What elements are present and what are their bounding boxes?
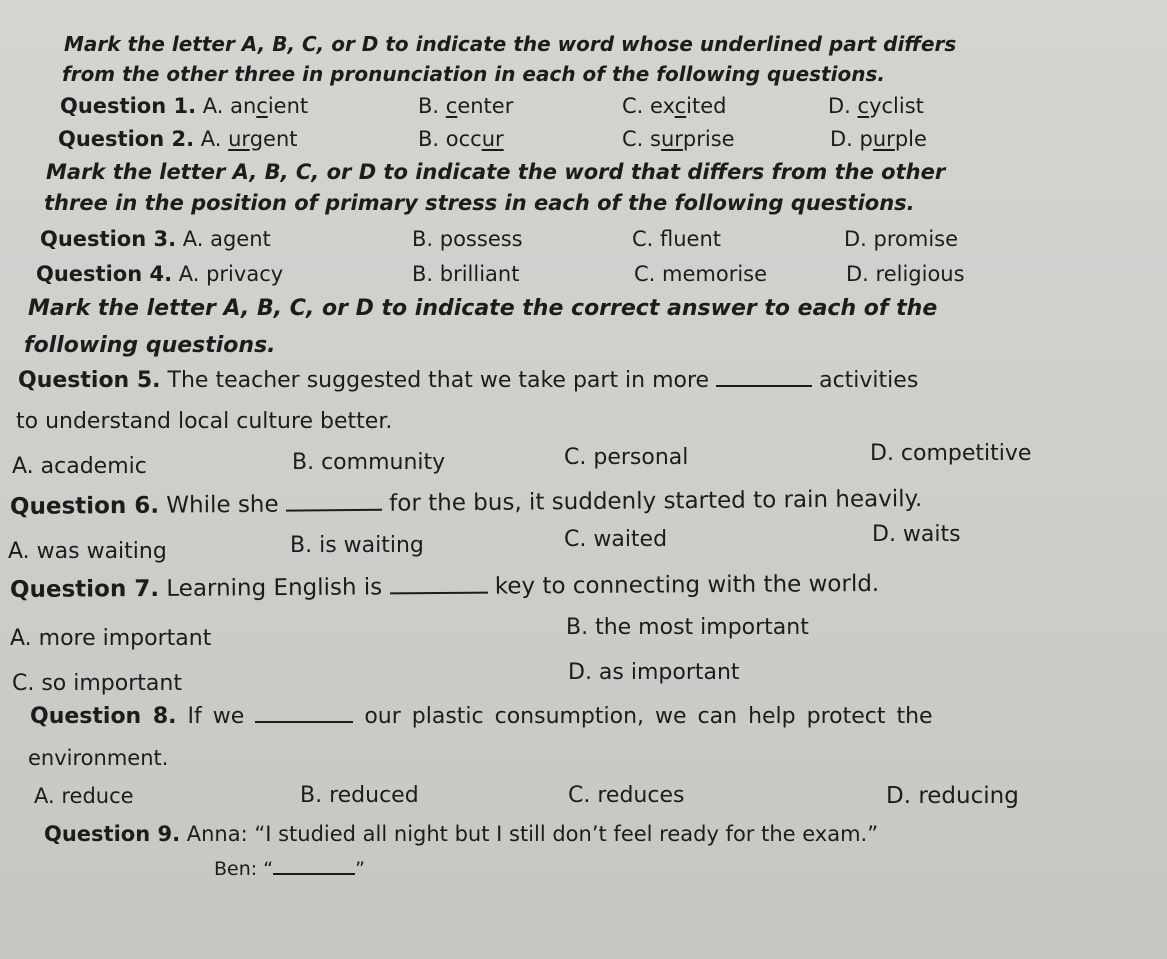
q2-option-c: C. surprise [622,127,735,151]
q1-option-b: B. center [418,94,514,118]
question-4-label: Question 4. [36,262,173,286]
q3-option-a: A. agent [182,227,271,251]
q6-option-d: D. waits [872,522,961,547]
question-2-label: Question 2. [58,127,195,151]
question-5-stem-line2: to understand local culture better. [16,409,393,434]
answer-blank [273,873,355,875]
question-6-label: Question 6. [9,492,160,520]
q3-option-c: C. fluent [632,227,722,251]
anna-line: Anna: “I studied all night but I still don’t feel ready for the exam.” [186,822,879,846]
q7-option-b: B. the most important [566,615,809,640]
q6-option-a: A. was waiting [8,539,167,564]
q5-option-a: A. academic [12,454,147,479]
q4-option-d: D. religious [846,262,965,286]
answer-blank [390,592,488,595]
q1-option-d: D. cyclist [828,94,924,118]
question-3 [40,229,271,250]
section1-instruction-line2: from the other three in pronunciation in each of the following questions. [62,62,885,86]
q4-option-c: C. memorise [634,262,768,286]
q8-option-c: C. reduces [568,783,685,808]
question-5-label: Question 5. [18,368,161,393]
section2-instruction-line1: Mark the letter A, B, C, or D to indicate the word that differs from the other [46,160,946,184]
q7-option-c: C. so important [12,671,182,696]
section2-instruction-line2: three in the position of primary stress in each of the following questions. [44,191,915,215]
ben-line: Ben: “ ” [214,858,365,880]
question-9-label: Question 9. [44,822,181,846]
q7-option-d: D. as important [568,660,740,685]
question-8-stem: Question 8. If we our plastic consumption, we can help protect the [30,704,933,729]
q2-option-a: A. urgent [200,127,298,151]
question-7-label: Question 7. [9,575,160,603]
q8-option-b: B. reduced [300,783,419,808]
q2-option-d: D. purple [830,127,927,151]
q2-option-b: B. occur [418,127,504,151]
question-9-stem [44,824,878,845]
question-1 [60,96,308,117]
q6-option-b: B. is waiting [290,533,424,558]
question-1-label: Question 1. [60,94,197,118]
q3-option-b: B. possess [412,227,523,251]
question-2 [58,129,297,150]
question-3-label: Question 3. [40,227,177,251]
q6-option-c: C. waited [564,527,668,552]
question-7-stem: Question 7. Learning English is key to connecting with the world. [9,570,880,603]
q4-option-a: A. privacy [178,262,284,286]
section3-instruction-line1: Mark the letter A, B, C, or D to indicate the correct answer to each of the [28,296,938,321]
question-8-stem-line2: environment. [28,746,169,770]
section1-instruction-line1: Mark the letter A, B, C, or D to indicate the word whose underlined part differs [64,32,957,56]
question-5-stem: Question 5. The teacher suggested that we take part in more activities [18,368,919,393]
q8-option-a: A. reduce [34,784,134,808]
answer-blank [255,721,353,723]
q3-option-d: D. promise [844,227,959,251]
question-8-label: Question 8. [30,704,177,729]
answer-blank [286,509,382,512]
q1-option-a: A. ancient [202,94,309,118]
question-4 [36,264,283,285]
q7-option-a: A. more important [10,626,212,651]
q8-option-d: D. reducing [886,783,1019,809]
q5-option-d: D. competitive [870,441,1032,466]
q5-option-c: C. personal [564,445,689,470]
q4-option-b: B. brilliant [412,262,520,286]
q5-option-b: B. community [292,450,446,475]
q1-option-c: C. excited [622,94,727,118]
question-6-stem: Question 6. While she for the bus, it suddenly started to rain heavily. [9,486,923,520]
answer-blank [716,385,812,387]
section3-instruction-line2: following questions. [24,333,276,358]
